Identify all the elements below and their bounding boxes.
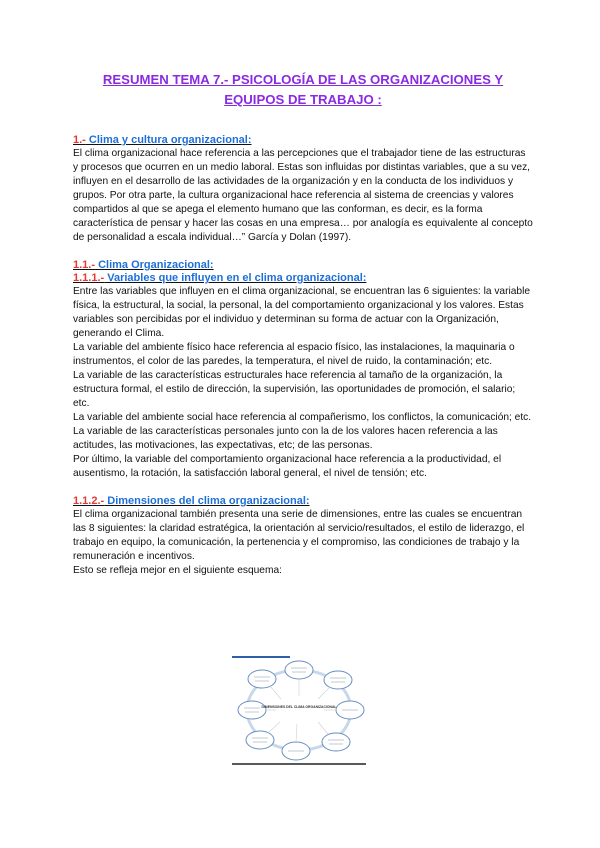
diagram-node — [324, 671, 352, 689]
section-1-1-title: Clima Organizacional: — [95, 259, 214, 271]
diagram-node — [322, 733, 350, 751]
section-1-1-2-heading — [73, 495, 533, 508]
section-1-1-1-number: 1.1.1.- — [73, 272, 105, 284]
paragraph: La variable del ambiente social hace referencia al compañerismo, los conflictos, la comunicación; etc. — [73, 412, 532, 423]
section-1-body: El clima organizacional hace referencia a las percepciones que el trabajador tiene de las estructuras y procesos que ocurren en un medio laboral. Estas son influidas por distintas variables, que a su vez, influyen en el desarrollo de las actividades de la organización y en la conducta de los individuos y grupos. Por otra parte, la cultura organizacional hace referencia al sistema de creencias y valores compartidos al que se apega el elemento humano que las conforman, es decir, es la forma característica de pensar y hacer las cosas en una empresa… por analogía es equivalente al concepto de personalidad a escala individual…” García y Dolan (1997). — [73, 148, 533, 243]
section-1-1-number: 1.1.- — [73, 259, 96, 271]
paragraph: Esto se refleja mejor en el siguiente esquema: — [73, 565, 282, 576]
paragraph: Entre las variables que influyen en el clima organizacional, se encuentran las 6 siguientes: la variable física, la estructural, la social, la personal, la del comportamiento organizacional y los valores. Estas variables son percibidas por el individuo y determinan su forma de actuar con la Organización, generando el Clima. — [73, 286, 531, 339]
paragraph: La variable de las características personales junto con la de los valores hacen referencia a las actitudes, las motivaciones, las expectativas, etc; de las personas. — [73, 426, 498, 451]
section-1-title: Clima y cultura organizacional: — [85, 134, 252, 146]
diagram-center-label: DIMENSIONES DEL CLIMA ORGANIZACIONAL — [261, 705, 337, 709]
section-1-number: 1.- — [73, 134, 86, 146]
diagram-node — [285, 661, 313, 679]
paragraph: El clima organizacional también presenta una serie de dimensiones, entre las cuales se encuentran las 8 siguientes: la claridad estratégica, la orientación al servicio/resultados, el estilo de liderazgo, el trabajo en equipo, la comunicación, la pertenencia y el compromiso, las condiciones de trabajo y la remuneración e incentivos. — [73, 509, 525, 562]
paragraph: La variable de las características estructurales hace referencia al tamaño de la organización, la estructura formal, el estilo de dirección, la supervisión, las oportunidades de promoción, el salario; etc. — [73, 370, 516, 409]
section-1-1-2-title: Dimensiones del clima organizacional: — [104, 495, 310, 507]
title-line-1: RESUMEN TEMA 7.- PSICOLOGÍA DE LAS ORGANIZACIONES Y — [102, 72, 504, 87]
diagram-node — [238, 701, 266, 719]
paragraph: La variable del ambiente físico hace referencia al espacio físico, las instalaciones, la maquinaria o instrumentos, el color de las paredes, la temperatura, el nivel de ruido, la contaminación; etc. — [73, 342, 515, 367]
section-1-1-heading — [73, 259, 533, 272]
diagram-connectors — [266, 679, 336, 742]
diagram-node — [248, 670, 276, 688]
section-1-1-1-heading — [73, 272, 533, 285]
paragraph: Por último, la variable del comportamiento organizacional hace referencia a la productividad, el ausentismo, la rotación, la satisfacción laboral general, el nivel de tensión; etc. — [73, 454, 502, 479]
document-title — [73, 70, 533, 110]
section-1-1-1-title: Variables que influyen en el clima organizacional: — [104, 272, 367, 284]
diagram-node — [246, 731, 274, 749]
title-line-2: EQUIPOS DE TRABAJO : — [224, 92, 382, 107]
diagram-nodes — [238, 661, 364, 760]
section-1-heading — [73, 134, 533, 147]
dimensions-diagram — [230, 654, 368, 766]
section-1-1-2-number: 1.1.2.- — [73, 495, 105, 507]
document-page — [73, 70, 533, 578]
